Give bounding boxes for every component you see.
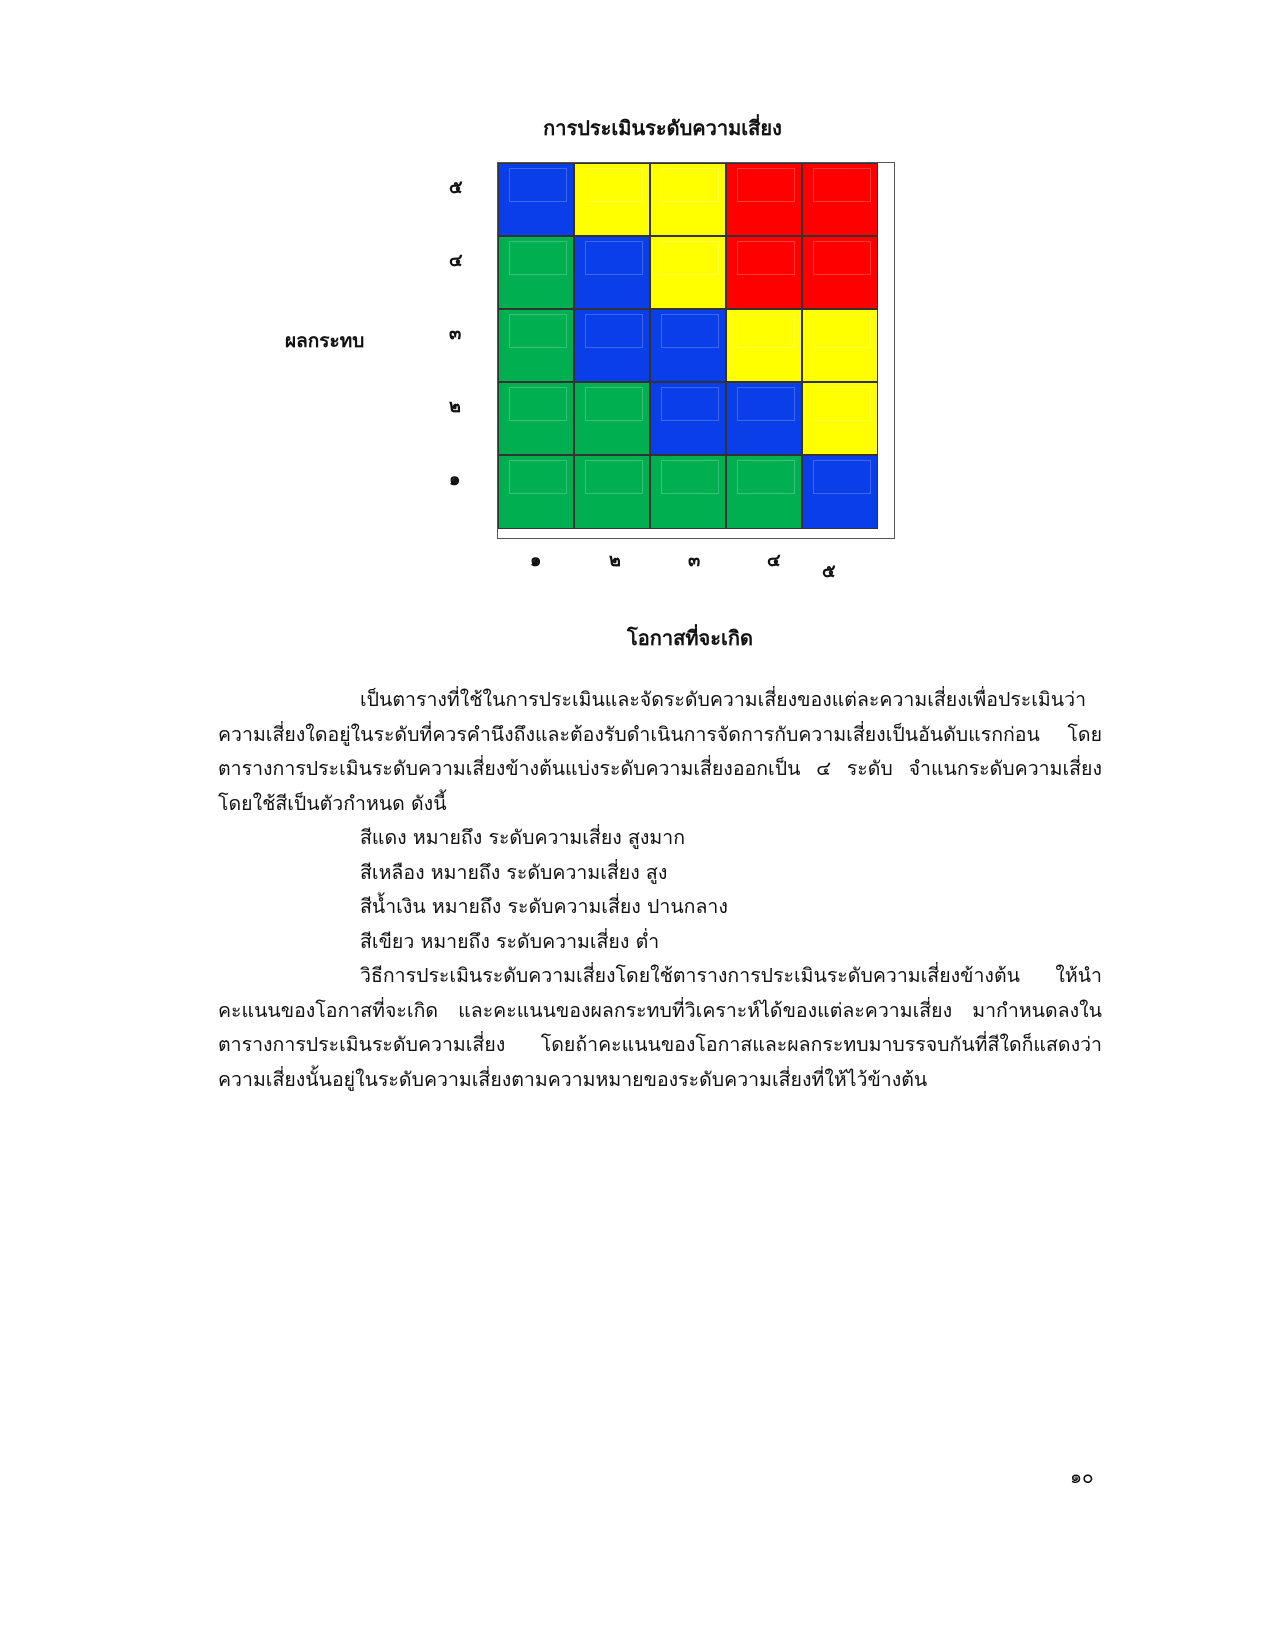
intro-paragraph: เป็นตารางที่ใช้ในการประเมินและจัดระดับความเสี่ยงของแต่ละความเสี่ยงเพื่อประเมินว่าความเสี่ยงใดอยู่ในระดับที่ควรคำนึงถึงและต้องรับดำเนินการจัดการกับความเสี่ยงเป็นอันดับแรกก่อน โดยตารางการประเมินระดับความเสี่ยงข้างต้นแบ่งระดับความเสี่ยงออกเป็น ๔ ระดับ จำแนกระดับความเสี่ยงโดยใช้สีเป็นตัวกำหนด ดังนี้ bbox=[218, 688, 1102, 815]
y-tick-label: ๔ bbox=[449, 250, 463, 271]
y-tick-label: ๑ bbox=[449, 469, 461, 490]
x-tick-label: ๓ bbox=[688, 550, 701, 571]
matrix-cell-blue bbox=[802, 455, 878, 529]
legend-item-red: สีแดง หมายถึง ระดับความเสี่ยง สูงมาก bbox=[360, 826, 685, 849]
matrix-cell-red bbox=[726, 236, 802, 309]
x-tick-label: ๔ bbox=[767, 550, 781, 571]
matrix-cell-green bbox=[498, 382, 574, 455]
matrix-cell-green bbox=[726, 455, 802, 529]
legend-item-blue: สีน้ำเงิน หมายถึง ระดับความเสี่ยง ปานกลาง bbox=[360, 895, 728, 918]
matrix-cell-blue bbox=[726, 382, 802, 455]
matrix-cell-red bbox=[726, 163, 802, 236]
x-tick-label: ๕ bbox=[822, 561, 836, 582]
matrix-cell-green bbox=[650, 455, 726, 529]
y-tick-label: ๒ bbox=[449, 396, 461, 417]
y-axis-label: ผลกระทบ bbox=[285, 330, 365, 352]
matrix-cell-blue bbox=[650, 382, 726, 455]
matrix-cell-blue bbox=[650, 309, 726, 382]
body-text bbox=[218, 683, 1102, 1097]
legend-item-yellow: สีเหลือง หมายถึง ระดับความเสี่ยง สูง bbox=[360, 860, 668, 884]
matrix-cell-yellow bbox=[650, 163, 726, 236]
matrix-cell-green bbox=[498, 455, 574, 529]
y-tick-label: ๓ bbox=[449, 323, 462, 344]
matrix-cell-blue bbox=[498, 163, 574, 236]
matrix-cell-green bbox=[498, 309, 574, 382]
matrix-cell-green bbox=[498, 236, 574, 309]
matrix-cell-yellow bbox=[650, 236, 726, 309]
y-tick-label: ๕ bbox=[449, 177, 463, 198]
matrix-cell-blue bbox=[574, 309, 650, 382]
matrix-cell-red bbox=[802, 236, 878, 309]
matrix-cell-yellow bbox=[574, 163, 650, 236]
matrix-cell-yellow bbox=[802, 382, 878, 455]
matrix-cell-green bbox=[574, 455, 650, 529]
x-axis-label: โอกาสที่จะเกิด bbox=[627, 626, 753, 650]
risk-matrix-grid bbox=[497, 162, 895, 539]
matrix-cell-red bbox=[802, 163, 878, 236]
matrix-cell-blue bbox=[574, 236, 650, 309]
matrix-cell-yellow bbox=[802, 309, 878, 382]
matrix-cell-green bbox=[574, 382, 650, 455]
matrix-cell-yellow bbox=[726, 309, 802, 382]
x-tick-label: ๒ bbox=[609, 550, 621, 571]
legend-item-green: สีเขียว หมายถึง ระดับความเสี่ยง ต่ำ bbox=[360, 929, 660, 953]
page-number: ๑๐ bbox=[1070, 1466, 1094, 1488]
chart-title: การประเมินระดับความเสี่ยง bbox=[543, 116, 782, 140]
method-paragraph: วิธีการประเมินระดับความเสี่ยงโดยใช้ตารางการประเมินระดับความเสี่ยงข้างต้น ให้นำคะแนนของโอกาสที่จะเกิด และคะแนนของผลกระทบที่วิเคราะห์ได้ของแต่ละความเสี่ยง มากำหนดลงในตารางการประเมินระดับความเสี่ยง โดยถ้าคะแนนของโอกาสและผลกระทบมาบรรจบกันที่สีใดก็แสดงว่าความเสี่ยงนั้นอยู่ในระดับความเสี่ยงตามความหมายของระดับความเสี่ยงที่ให้ไว้ข้างต้น bbox=[218, 964, 1102, 1091]
x-tick-label: ๑ bbox=[530, 550, 542, 571]
